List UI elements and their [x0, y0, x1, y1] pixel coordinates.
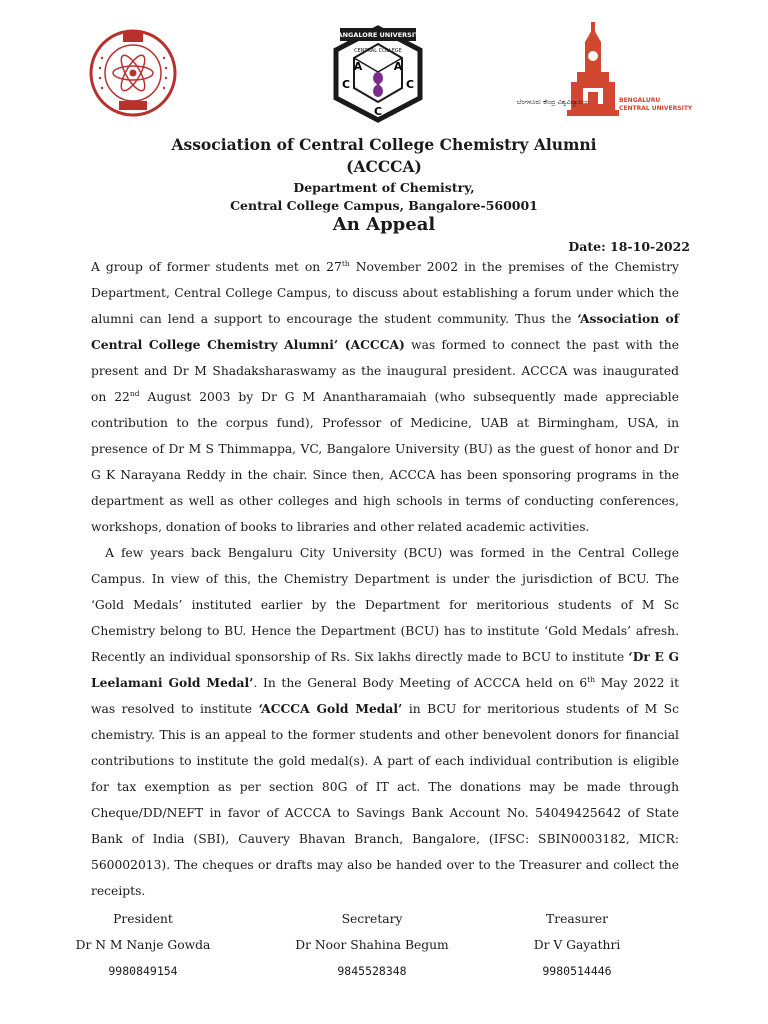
signatory-phone: 9845528348: [337, 964, 407, 978]
signatory-secretary: [272, 906, 472, 984]
document-date: Date: 18-10-2022: [568, 239, 690, 254]
signatory-president: [43, 906, 243, 984]
logo-letter: A: [353, 60, 363, 73]
document-heading: An Appeal: [332, 214, 436, 235]
paragraph-history: A group of former students met on 27th November 2002 in the premises of the Chemistry Department, Central College Campus, to discuss about establishing a forum under which the alumni can lend a support to encourage the student community. Thus the ‘Association of Central College Chemistry Alumni’ (ACCCA) was formed to connect the past with the present and Dr M Shadaksharaswamy as the inaugural president. ACCCA was inaugurated on 22nd August 2003 by Dr G M Anantharamaiah (who subsequently made appreciable contribution to the corpus fund), Professor of Medicine, UAB at Birmingham, USA, in presence of Dr M S Thimmappa, VC, Bangalore University (BU) as the guest of honor and Dr G K Narayana Reddy in the chair. Since then, ACCCA has been sponsoring programs in the department as well as other colleges and high schools in terms of conducting conferences, workshops, donation of books to libraries and other related academic activities.: [91, 258, 680, 534]
bangalore-university-seal-icon: [88, 28, 178, 118]
bengaluru-central-university-logo-icon: [516, 20, 693, 130]
logo-name-line1: BENGALURU: [619, 97, 661, 104]
central-college-hexagon-logo-icon: [330, 22, 426, 126]
signatory-name: Dr V Gayathri: [533, 938, 621, 952]
logo-letter: A: [393, 60, 403, 73]
signatory-name: Dr Noor Shahina Begum: [295, 938, 449, 952]
logo-row: [0, 14, 768, 126]
logo-kannada-text: ಬೆಂಗಳೂರು ಕೇಂದ್ರ ವಿಶ್ವವಿದ್ಯಾಲಯ: [516, 98, 590, 106]
signatory-role: Secretary: [341, 912, 403, 926]
signatory-name: Dr N M Nanje Gowda: [75, 938, 211, 952]
logo-college-text: CENTRAL COLLEGE: [354, 48, 402, 54]
logo-name-line2: CENTRAL UNIVERSITY: [619, 105, 693, 112]
signatory-phone: 9980849154: [108, 964, 178, 978]
logo-letter: C: [373, 105, 383, 118]
signatory-phone: 9980514446: [542, 964, 612, 978]
logo-letter: C: [341, 78, 351, 91]
department-line: Department of Chemistry,: [293, 180, 475, 195]
organization-acronym: (ACCCA): [346, 157, 422, 176]
signatory-role: Treasurer: [546, 912, 608, 926]
signatory-role: President: [113, 912, 173, 926]
paragraph-appeal: A few years back Bengaluru City University (BCU) was formed in the Central College Campus. In view of this, the Chemistry Department is under the jurisdiction of BCU. The ‘Gold Medals’ instituted earlier by the Department for meritorious students of M Sc Chemistry belong to BU. Hence the Department (BCU) has to institute ‘Gold Medals’ afresh. Recently an individual sponsorship of Rs. Six lakhs directly made to BCU to institute ‘Dr E G Leelamani Gold Medal’. In the General Body Meeting of ACCCA held on 6th May 2022 it was resolved to institute ‘ACCCA Gold Medal’ in BCU for meritorious students of M Sc chemistry. This is an appeal to the former students and other benevolent donors for financial contributions to institute the gold medal(s). A part of each individual contribution is eligible for tax exemption as per section 80G of IT act. The donations may be made through Cheque/DD/NEFT in favor of ACCCA to Savings Bank Account No. 54049425642 of State Bank of India (SBI), Cauvery Bhavan Branch, Bangalore, (IFSC: SBIN0003182, MICR: 560002013). The cheques or drafts may also be handed over to the Treasurer and collect the receipts.: [91, 546, 680, 898]
organization-title: Association of Central College Chemistry Alumni: [171, 135, 597, 154]
campus-address: Central College Campus, Bangalore-560001: [230, 198, 538, 213]
logo-banner-text: BANGALORE UNIVERSITY: [332, 31, 424, 39]
logo-letter: C: [405, 78, 415, 91]
signatory-treasurer: [477, 906, 677, 984]
